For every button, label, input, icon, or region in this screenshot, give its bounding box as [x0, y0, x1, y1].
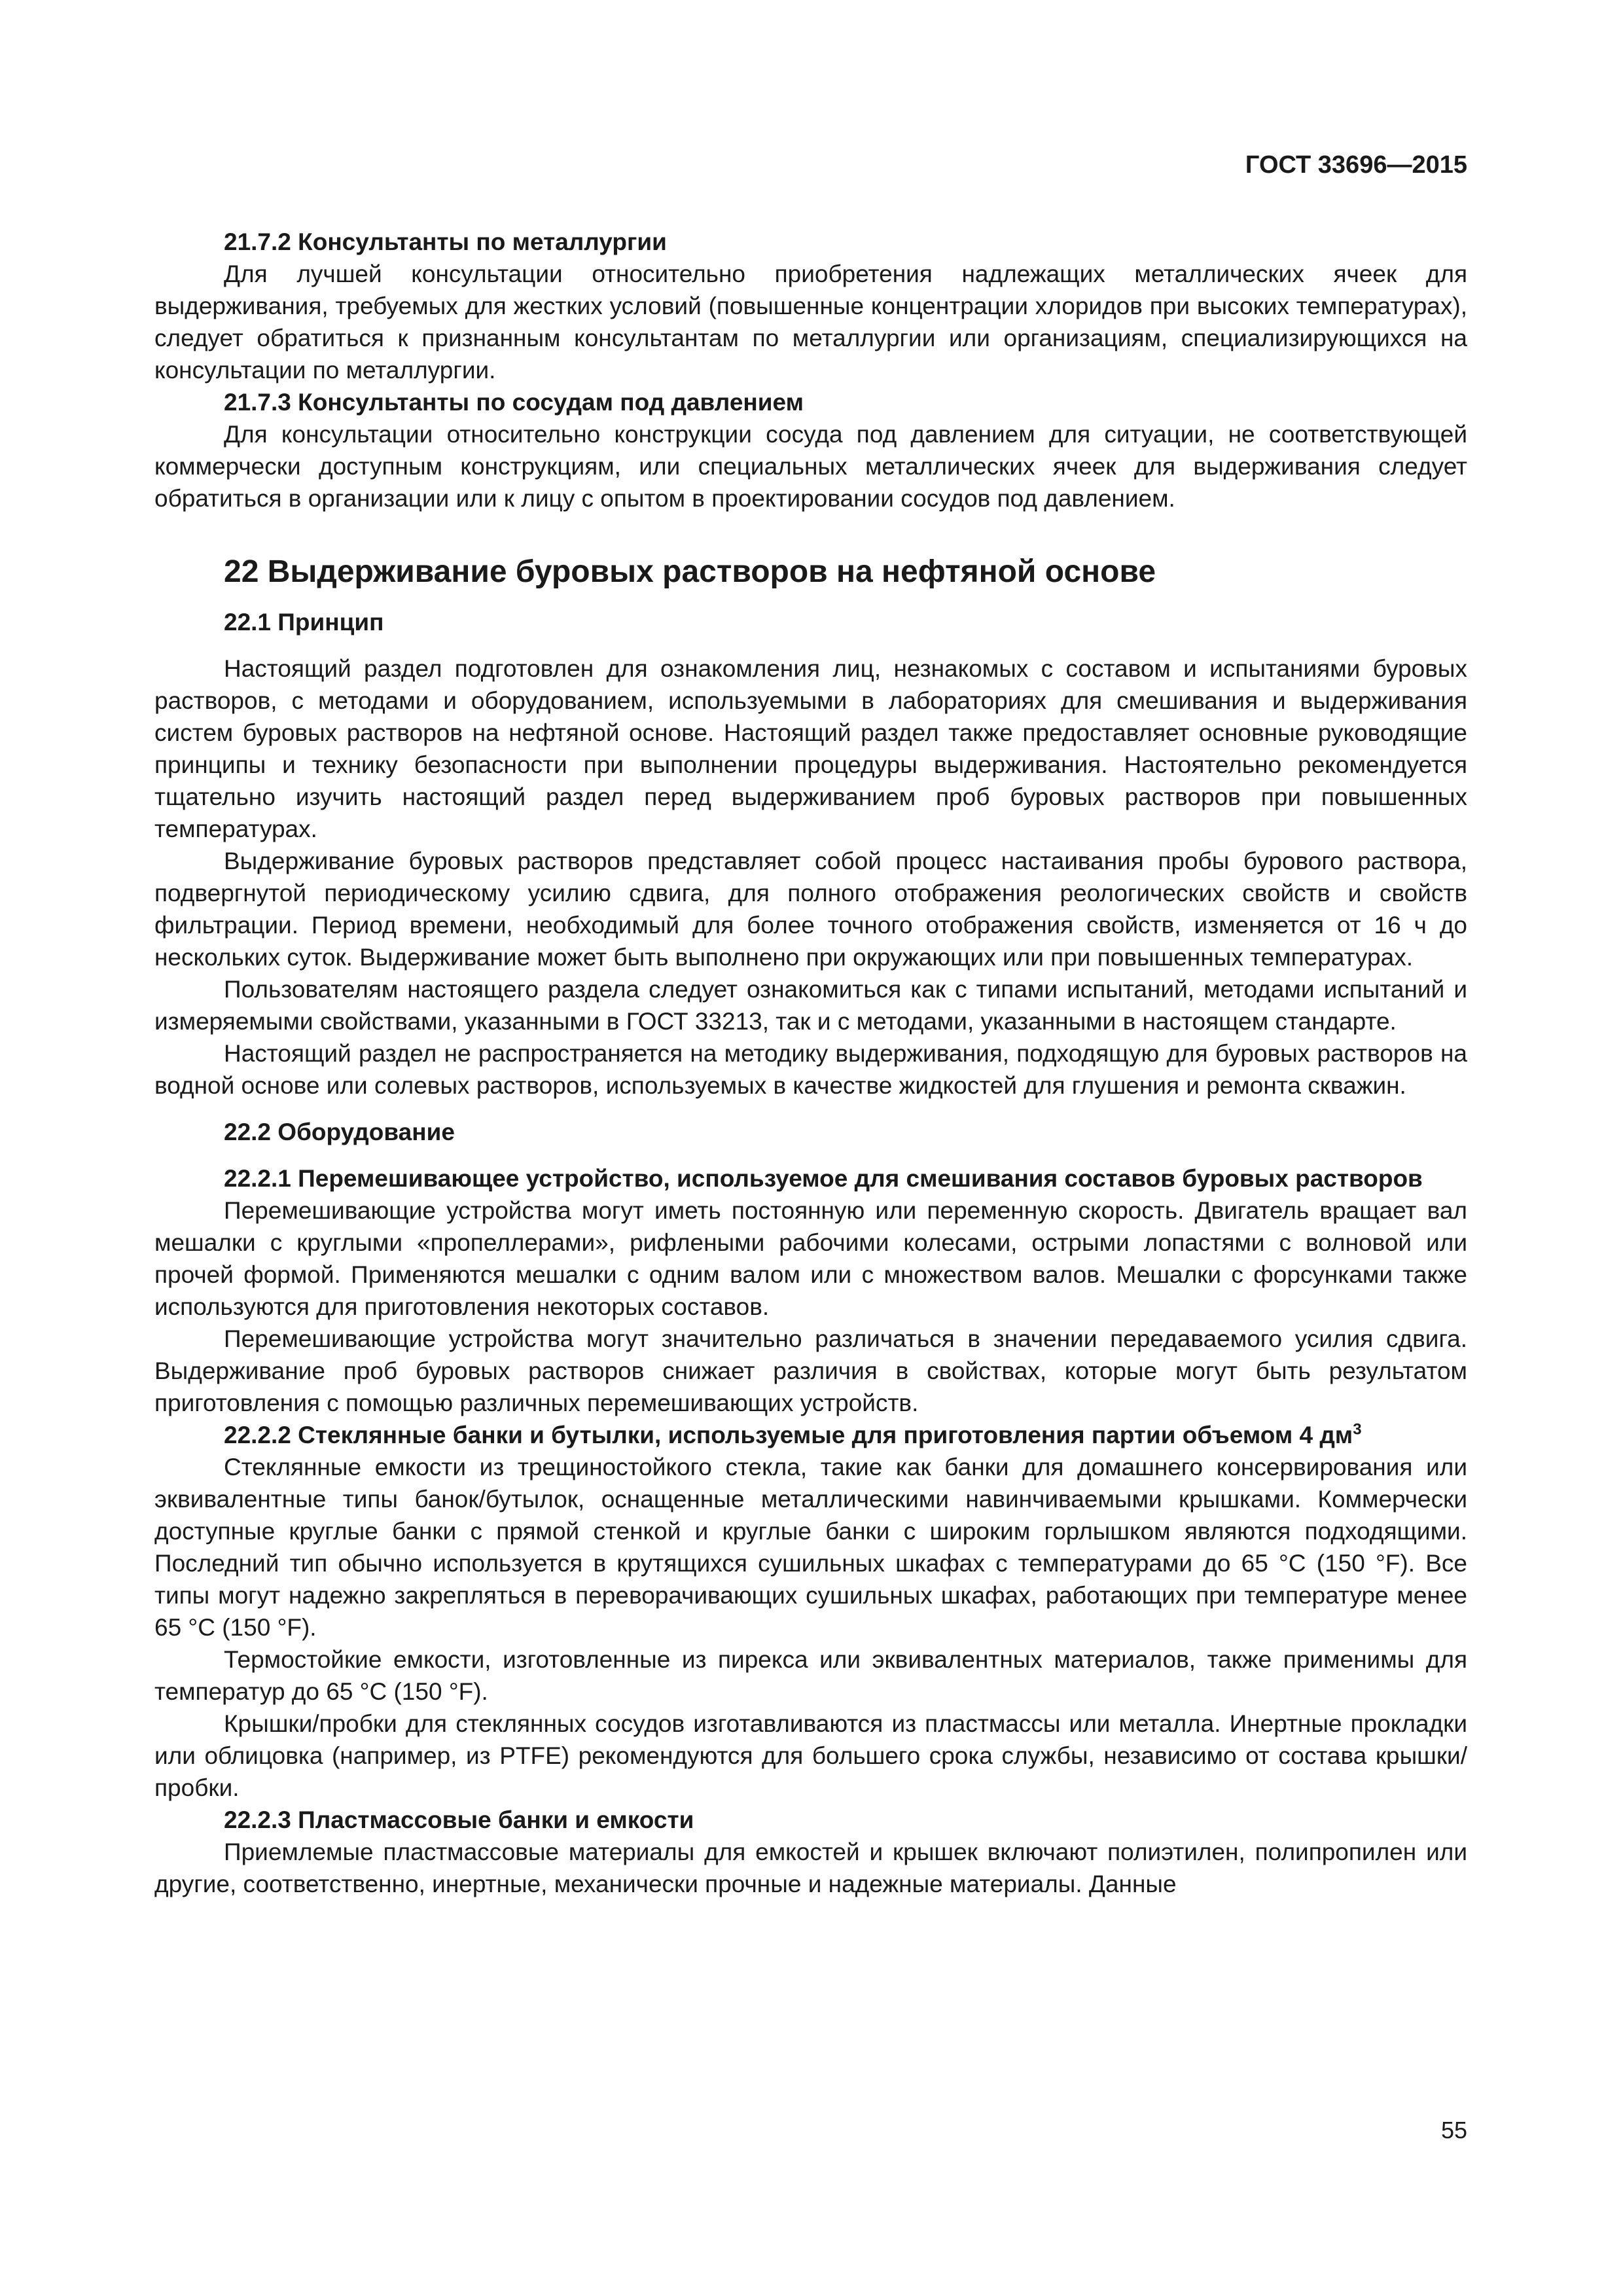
paragraph-21-7-3: Для консультации относительно конструкции сосуда под давлением для ситуации, не соответствующей коммерчески доступным конструкциям, или специальных металлических ячеек для выдерживания следует обратиться в организации или к лицу с опытом в проектировании сосудов под давлением.	[154, 421, 1467, 512]
superscript-3: 3	[1353, 1420, 1362, 1439]
page-number: 55	[1440, 2117, 1467, 2144]
paragraph-22-2-2-3: Крышки/пробки для стеклянных сосудов изготавливаются из пластмассы или металла. Инертные прокладки или облицовка (например, из PTFE) рекомендуются для большего срока службы, независимо от состава крышки/пробки.	[154, 1710, 1467, 1801]
heading-22-2-2-text: 22.2.2 Стеклянные банки и бутылки, используемые для приготовления партии объемом 4 дм	[224, 1422, 1353, 1448]
paragraph-22-2-2-2: Термостойкие емкости, изготовленные из пирекса или эквивалентных материалов, также применимы для температур до 65 °С (150 °F).	[154, 1646, 1467, 1705]
heading-21-7-3: 21.7.3 Консультанты по сосудам под давлением	[224, 389, 804, 416]
heading-21-7-2: 21.7.2 Консультанты по металлургии	[224, 228, 667, 255]
paragraph-22-1-1: Настоящий раздел подготовлен для ознакомления лиц, незнакомых с составом и испытаниями буровых растворов, с методами и оборудованием, используемыми в лабораториях для смешивания и выдерживания систем буровых растворов на нефтяной основе. Настоящий раздел также предоставляет основные руководящие принципы и технику безопасности при выполнении процедуры выдерживания. Настоятельно рекомендуется тщательно изучить настоящий раздел перед выдерживанием проб буровых растворов при повышенных температурах.	[154, 655, 1467, 842]
heading-22-2: 22.2 Оборудование	[224, 1119, 455, 1145]
heading-22-2-3: 22.2.3 Пластмассовые банки и емкости	[224, 1806, 694, 1833]
heading-22-1: 22.1 Принцип	[224, 609, 384, 636]
standard-designation: ГОСТ 33696—2015	[1245, 151, 1467, 179]
paragraph-22-1-2: Выдерживание буровых растворов представляет собой процесс настаивания пробы бурового раствора, подвергнутой периодическому усилию сдвига, для полного отображения реологических свойств и свойств фильтрации. Период времени, необходимый для более точного отображения свойств, изменяется от 16 ч до нескольких суток. Выдерживание может быть выполнено при окружающих или при повышенных температурах.	[154, 848, 1467, 971]
paragraph-22-1-4: Настоящий раздел не распространяется на методику выдерживания, подходящую для буровых растворов на водной основе или солевых растворов, используемых в качестве жидкостей для глушения и ремонта скважин.	[154, 1040, 1467, 1099]
paragraph-22-1-3: Пользователям настоящего раздела следует ознакомиться как с типами испытаний, методами испытаний и измеряемыми свойствами, указанными в ГОСТ 33213, так и с методами, указанными в настоящем стандарте.	[154, 976, 1467, 1035]
paragraph-21-7-2: Для лучшей консультации относительно приобретения надлежащих металлических ячеек для выдерживания, требуемых для жестких условий (повышенные концентрации хлоридов при высоких температурах), следует обратиться к признанным консультантам по металлургии или организациям, специализирующихся на консультации по металлургии.	[154, 260, 1467, 384]
paragraph-22-2-2-1: Стеклянные емкости из трещиностойкого стекла, такие как банки для домашнего консервирования или эквивалентные типы банок/бутылок, оснащенные металлическими навинчиваемыми крышками. Коммерчески доступные круглые банки с прямой стенкой и круглые банки с широким горлышком являются подходящими. Последний тип обычно используется в крутящихся сушильных шкафах с температурами до 65 °С (150 °F). Все типы могут надежно закрепляться в переворачивающих сушильных шкафах, работающих при температуре менее 65 °С (150 °F).	[154, 1454, 1467, 1641]
heading-22: 22 Выдерживание буровых растворов на нефтяной основе	[224, 554, 1156, 589]
paragraph-22-2-1-2: Перемешивающие устройства могут значительно различаться в значении передаваемого усилия сдвига. Выдерживание проб буровых растворов снижает различия в свойствах, которые могут быть результатом приготовления с помощью различных перемешивающих устройств.	[154, 1325, 1467, 1416]
paragraph-22-2-1-1: Перемешивающие устройства могут иметь постоянную или переменную скорость. Двигатель вращает вал мешалки с круглыми «пропеллерами», рифлеными рабочими колесами, острыми лопастями с волновой или прочей формой. Применяются мешалки с одним валом или с множеством валов. Мешалки с форсунками также используются для приготовления некоторых составов.	[154, 1197, 1467, 1320]
heading-22-2-2	[154, 1419, 1467, 1451]
page-content	[154, 226, 1467, 1900]
heading-22-2-1: 22.2.1 Перемешивающее устройство, используемое для смешивания составов буровых растворов	[224, 1165, 1423, 1192]
paragraph-22-2-3-1: Приемлемые пластмассовые материалы для емкостей и крышек включают полиэтилен, полипропилен или другие, соответственно, инертные, механически прочные и надежные материалы. Данные	[154, 1839, 1467, 1897]
